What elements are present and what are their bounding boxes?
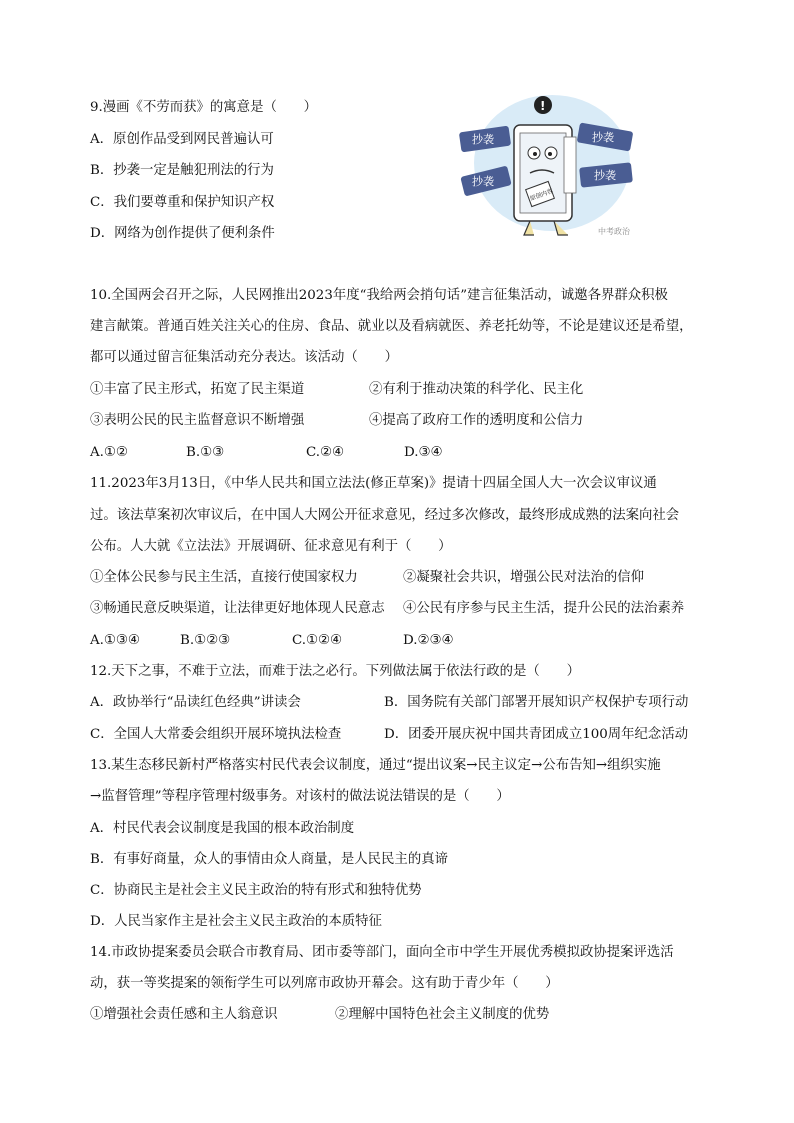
- q11-item-3: ③畅通民意反映渠道，让法律更好地体现人民意志: [90, 601, 385, 616]
- q11-item-2: ②凝聚社会共识，增强公民对法治的信仰: [403, 570, 645, 585]
- q11-line-2: 过。该法草案初次审议后，在中国人大网公开征求意见，经过多次修改，最终形成成熟的法案向社会: [90, 508, 680, 523]
- q12-stem: 12.天下之事，不难于立法，而难于法之必行。下列做法属于依法行政的是（ ）: [90, 664, 580, 679]
- q13-option-c: C．协商民主是社会主义民主政治的特有形式和独特优势: [90, 883, 422, 898]
- cartoon-label-4: 抄袭: [594, 169, 616, 182]
- q10-choice-a: A.①②: [90, 445, 128, 460]
- q11-item-4: ④公民有序参与民主生活，提升公民的法治素养: [403, 601, 685, 616]
- q14-line-1: 14.市政协提案委员会联合市教育局、团市委等部门，面向全市中学生开展优秀模拟政协提案评选活: [90, 945, 674, 960]
- q10-line-3: 都可以通过留言征集活动充分表达。该活动（ ）: [90, 350, 398, 365]
- cartoon-label-2: 抄袭: [472, 175, 494, 188]
- q10-item-1: ①丰富了民主形式，拓宽了民主渠道: [90, 382, 305, 397]
- q10-choice-c: C.②④: [306, 445, 345, 460]
- cartoon-image: [458, 93, 634, 243]
- q12-option-d: D．团委开展庆祝中国共青团成立100周年纪念活动: [384, 727, 689, 742]
- q12-option-a: A．政协举行“品读红色经典”讲读会: [90, 695, 301, 710]
- q14-item-2: ②理解中国特色社会主义制度的优势: [335, 1007, 550, 1022]
- q13-line-1: 13.某生态移民新村严格落实村民代表会议制度，通过“提出议案→民主议定→公布告知→组织实施: [90, 758, 661, 773]
- q14-item-1: ①增强社会责任感和主人翁意识: [90, 1007, 278, 1022]
- q9-option-a: A．原创作品受到网民普遍认可: [90, 132, 274, 147]
- q9-option-b: B．抄袭一定是触犯刑法的行为: [90, 163, 274, 178]
- q9-option-c: C．我们要尊重和保护知识产权: [90, 195, 275, 210]
- q11-choice-d: D.②③④: [403, 633, 454, 648]
- q11-choice-c: C.①②④: [292, 633, 343, 648]
- q9-option-d: D．网络为创作提供了便利条件: [90, 226, 275, 241]
- q11-line-3: 公布。人大就《立法法》开展调研、征求意见有利于（ ）: [90, 539, 452, 554]
- q13-option-a: A．村民代表会议制度是我国的根本政治制度: [90, 821, 355, 836]
- q13-line-2: →监督管理”等程序管理村级事务。对该村的做法说法错误的是（ ）: [90, 789, 510, 804]
- q9-stem: 9.漫画《不劳而获》的寓意是（ ）: [90, 100, 318, 115]
- q10-line-2: 建言献策。普通百姓关注关心的住房、食品、就业以及看病就医、养老托幼等，不论是建议还是希望，: [90, 319, 693, 334]
- watermark: 中考政治: [598, 227, 630, 236]
- cartoon-label-3: 抄袭: [592, 131, 614, 144]
- q11-choice-b: B.①②③: [180, 633, 231, 648]
- q10-choice-d: D.③④: [404, 445, 443, 460]
- q12-option-b: B．国务院有关部门部署开展知识产权保护专项行动: [384, 695, 689, 710]
- q10-item-2: ②有利于推动决策的科学化、民主化: [369, 382, 584, 397]
- q11-choice-a: A.①③④: [90, 633, 140, 648]
- q10-item-4: ④提高了政府工作的透明度和公信力: [369, 413, 584, 428]
- q10-item-3: ③表明公民的民主监督意识不断增强: [90, 413, 305, 428]
- q11-item-1: ①全体公民参与民主生活，直接行使国家权力: [90, 570, 358, 585]
- q13-option-b: B．有事好商量，众人的事情由众人商量，是人民民主的真谛: [90, 852, 448, 867]
- cartoon-book-text: 原创内容: [528, 187, 554, 203]
- q10-line-1: 10.全国两会召开之际，人民网推出2023年度“我给两会捎句话”建言征集活动，诚邀各界群众积极: [90, 288, 668, 303]
- q12-option-c: C．全国人大常委会组织开展环境执法检查: [90, 727, 342, 742]
- q13-option-d: D．人民当家作主是社会主义民主政治的本质特征: [90, 914, 382, 929]
- q11-line-1: 11.2023年3月13日，《中华人民共和国立法法(修正草案)》提请十四届全国人大一次会议审议通: [90, 476, 657, 491]
- svg-text:!: !: [540, 99, 546, 113]
- cartoon-label-1: 抄袭: [472, 133, 494, 146]
- q10-choice-b: B.①③: [186, 445, 225, 460]
- q14-line-2: 动，获一等奖提案的领衔学生可以列席市政协开幕会。这有助于青少年（ ）: [90, 976, 559, 991]
